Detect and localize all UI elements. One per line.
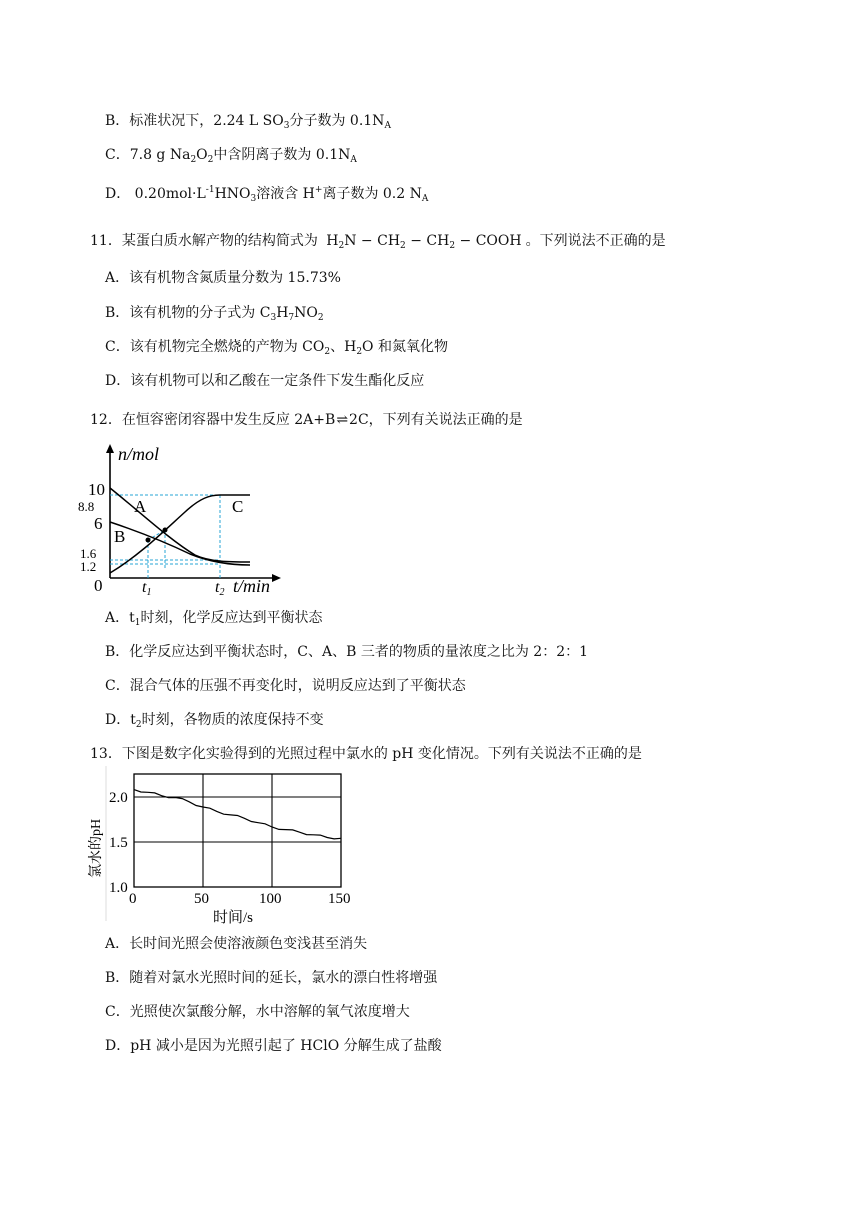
series-a-curve	[110, 488, 250, 562]
y-tick-label: 1.6	[80, 546, 97, 561]
q12-graph	[70, 440, 290, 605]
q11-stem: 11．某蛋白质水解产物的结构简式为 $H_2N - CH_2 - CH_2$ − COOH 。下列说法不正确的是	[90, 233, 666, 251]
q10-option-c: C．7.8 g $Na_2O_2$中含阴离子数为 $0.1N_A$	[105, 147, 357, 165]
q13-option-b: B．随着对氯水光照时间的延长，氯水的漂白性将增强	[105, 970, 438, 986]
series-label-c: C	[232, 497, 244, 516]
q12-stem: 12．在恒容密闭容器中发生反应 2A+B⇌2C，下列有关说法正确的是	[90, 412, 523, 428]
y-tick-label: 6	[94, 514, 103, 533]
q13-stem: 13．下图是数字化实验得到的光照过程中氯水的 pH 变化情况。下列有关说法不正确的是	[90, 746, 642, 762]
y-tick-label: 8.8	[78, 499, 95, 514]
y-tick-label: 1.2	[80, 559, 97, 574]
x-tick-label: 150	[328, 891, 351, 907]
y-tick-label: 10	[88, 480, 105, 499]
y-tick-label: 1.0	[109, 880, 128, 896]
y-axis-label: 氯水的pH	[89, 818, 104, 878]
q10-option-b: B．标准状况下，2.24 L $SO_3$分子数为 $0.1N_A$	[105, 113, 391, 131]
q11-formula: $H_2N - CH_2 - CH_2$ − COOH	[326, 233, 522, 251]
x-axis-label: t/min	[233, 576, 271, 596]
q11-option-c: C．该有机物完全燃烧的产物为 $CO_2$、$H_2O$ 和氮氧化物	[105, 339, 448, 357]
q12-option-a: A．$t_1$时刻，化学反应达到平衡状态	[105, 610, 323, 628]
x-axis-label: 时间/s	[213, 910, 254, 926]
x-tick-label: t1	[142, 579, 152, 598]
x-tick-label: 50	[194, 891, 209, 907]
q11-option-b: B．该有机物的分子式为 $C_3H_7NO_2$	[105, 305, 324, 323]
q11-option-a: A．该有机物含氮质量分数为 15.73%	[105, 270, 341, 286]
y-tick-label: 0	[94, 576, 103, 595]
q12-option-c: C．混合气体的压强不再变化时，说明反应达到了平衡状态	[105, 678, 466, 694]
y-tick-label: 2.0	[109, 790, 128, 806]
intersection-point	[146, 538, 151, 543]
q12-option-b: B．化学反应达到平衡状态时，C、A、B 三者的物质的量浓度之比为 2：2：1	[105, 644, 589, 660]
equilibrium-arrow-icon: ⇌	[336, 412, 349, 428]
x-tick-label: t2	[215, 579, 225, 598]
q10-option-d: D． $0.20mol\cdot L^{-1}HNO_3$溶液含 H+离子数为 0.2 $N_A$	[105, 185, 429, 204]
q11-option-d: D．该有机物可以和乙酸在一定条件下发生酯化反应	[105, 373, 425, 389]
series-label-a: A	[134, 497, 147, 516]
y-tick-label: 1.5	[109, 835, 128, 851]
q13-option-a: A．长时间光照会使溶液颜色变浅甚至消失	[105, 936, 368, 952]
y-axis-label: n/mol	[118, 444, 160, 464]
q13-ph-chart	[82, 766, 372, 926]
series-label-b: B	[114, 527, 126, 546]
intersection-point	[163, 528, 168, 533]
q13-option-d: D．pH 减小是因为光照引起了 HClO 分解生成了盐酸	[105, 1038, 442, 1054]
x-tick-label: 100	[259, 891, 282, 907]
x-tick-label: 0	[129, 891, 137, 907]
q12-option-d: D．$t_2$时刻，各物质的浓度保持不变	[105, 712, 324, 730]
q13-option-c: C．光照使次氯酸分解，水中溶解的氧气浓度增大	[105, 1004, 410, 1020]
